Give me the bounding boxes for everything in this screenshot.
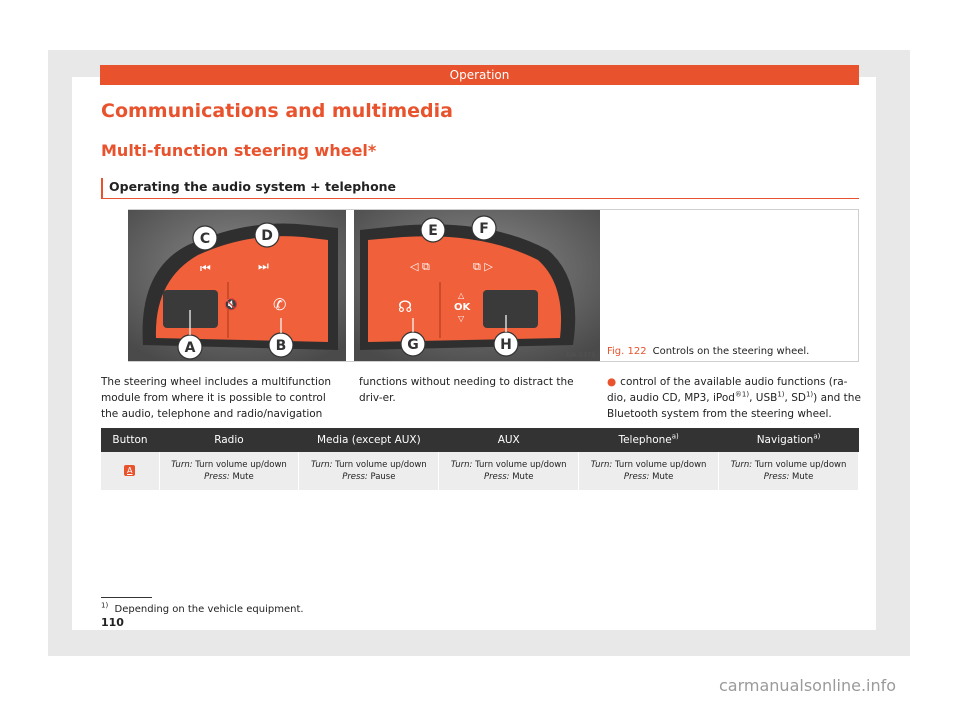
col3-text-d: ) and the Bluetooth system from the steering wheel. (607, 392, 861, 420)
ok-label: OK (454, 302, 471, 313)
label-a: A (184, 340, 196, 356)
down-arrow-icon: ▽ (458, 314, 465, 323)
page-number: 110 (101, 616, 124, 629)
table-cell: Turn: Turn volume up/down Press: Mute (719, 452, 859, 490)
table-cell: Turn: Turn volume up/down Press: Mute (159, 452, 299, 490)
body-text-col1: The steering wheel includes a multifunction module from where it is possible to control the audio, telephone and radio/navigation (101, 376, 332, 420)
col3-sup-3: 1) (805, 390, 814, 399)
label-d: D (261, 228, 273, 244)
voice-control-icon: ☊ (398, 297, 413, 316)
header-aux: AUX (439, 428, 579, 452)
subsection-heading (101, 178, 859, 199)
footnote (101, 601, 304, 615)
section-title: Multi-function steering wheel* (101, 141, 377, 160)
menu-forward-icon: ⧉ ▷ (473, 260, 493, 273)
table-cell: Turn: Turn volume up/down Press: Mute (579, 452, 719, 490)
up-arrow-icon: △ (458, 291, 465, 300)
label-e: E (428, 223, 438, 239)
label-h: H (500, 337, 512, 353)
subsection-title: Operating the audio system + telephone (109, 179, 397, 194)
figure-caption-text: Controls on the steering wheel. (652, 346, 810, 357)
skip-back-icon: ⏮ (200, 261, 211, 275)
figure-code: 6JA-0373 (566, 351, 596, 359)
footnote-marker: 1) (101, 601, 109, 610)
col3-text-b: , USB (749, 392, 778, 404)
table-cell-key (101, 452, 159, 490)
col3-sup-1: ®1) (734, 390, 750, 399)
steering-wheel-figure (128, 210, 600, 361)
skip-forward-icon: ⏭ (258, 259, 269, 273)
header-telephone: Telephone$^{a)}$ (579, 428, 719, 452)
col3-text-c: , SD (784, 392, 806, 404)
bullet-icon: ● (607, 376, 617, 388)
label-c: C (199, 231, 211, 247)
menu-back-icon: ◁ ⧉ (410, 260, 430, 273)
figure-number: Fig. 122 (607, 346, 647, 357)
footnote-text: Depending on the vehicle equipment. (114, 604, 304, 615)
table-row (101, 452, 859, 490)
body-text-col3 (607, 374, 862, 422)
body-text-col2: functions without needing to distract the driv-er. (359, 376, 574, 404)
col3-sup-2: 1) (777, 390, 785, 399)
button-a-key: A (124, 465, 135, 476)
phone-icon: ✆ (273, 295, 287, 314)
ok-roller (483, 290, 538, 328)
table-cell: Turn: Turn volume up/down Press: Pause (299, 452, 439, 490)
header-media: Media (except AUX) (299, 428, 439, 452)
chapter-title: Communications and multimedia (101, 100, 453, 122)
footnote-rule (101, 597, 152, 598)
table-cell: Turn: Turn volume up/down Press: Mute (439, 452, 579, 490)
col3-text-a: control of the available audio functions (ra-dio, audio CD, MP3, iPod (607, 376, 848, 404)
figure-caption (607, 346, 809, 357)
table-header-row (101, 428, 859, 452)
heading-accent-bar (101, 178, 103, 198)
header-radio: Radio (159, 428, 299, 452)
label-g: G (407, 337, 419, 353)
label-f: F (479, 221, 489, 237)
header-navigation: Navigation$^{a)}$ (719, 428, 859, 452)
mute-icon: 🔇 (224, 298, 238, 311)
function-table (101, 428, 859, 490)
header-button: Button (101, 428, 159, 452)
watermark: carmanualsonline.info (719, 676, 897, 695)
label-b: B (275, 338, 287, 354)
section-banner: Operation (100, 65, 859, 85)
